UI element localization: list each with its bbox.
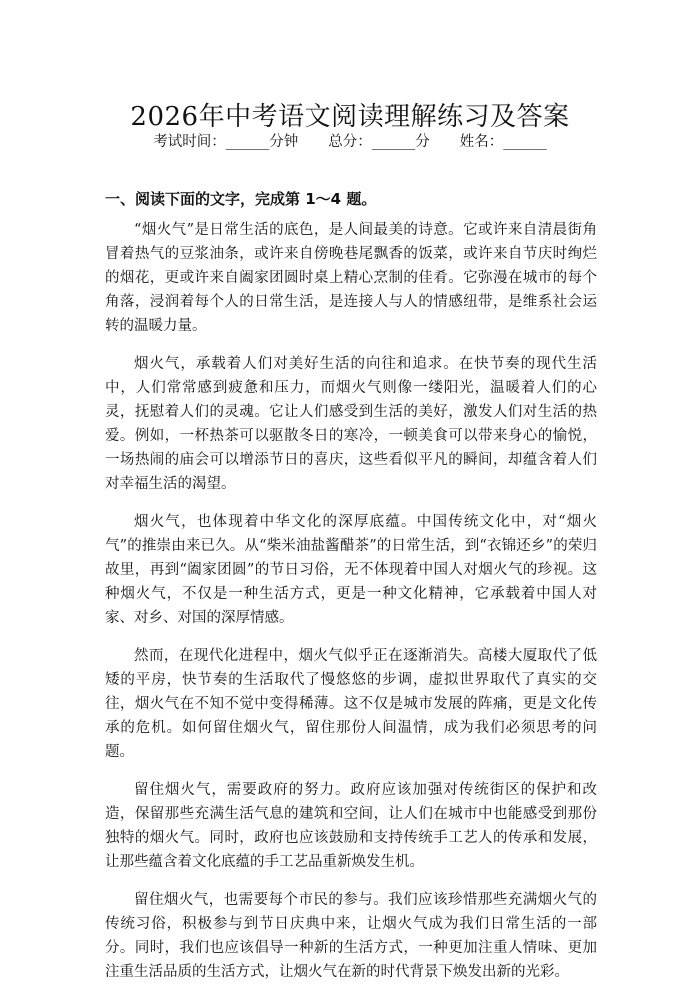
section-heading: 一、阅读下面的文字，完成第 1～4 题。 — [105, 190, 377, 208]
passage-paragraph-1: “烟火气”是日常生活的底色，是人间最美的诗意。它或许来自清晨街角冒着热气的豆浆油条，或许来自傍晚巷尾飘香的饭菜，或许来自节庆时绚烂的烟花，更或许来自阖家团圆时桌上精心烹制的佳肴。它弥漫在城市的每个角落，浸润着每个人的日常生活，是连接人与人的情感纽带，是维系社会运转的温暖力量。 — [105, 222, 597, 334]
page-title: 2026年中考语文阅读理解练习及答案 — [130, 102, 570, 133]
exam-time-field: 考试时间：______分钟 — [153, 134, 299, 150]
passage-paragraph-2: 烟火气，承载着人们对美好生活的向往和追求。在快节奏的现代生活中，人们常常感到疲惫和压力，而烟火气则像一缕阳光，温暖着人们的心灵，抚慰着人们的灵魂。它让人们感受到生活的美好，激发人们对生活的热爱。例如，一杯热茶可以驱散冬日的寒冷，一顿美食可以带来身心的愉悦，一场热闹的庙会可以增添节日的喜庆，这些看似平凡的瞬间，却蕴含着人们对幸福生活的渴望。 — [105, 356, 597, 492]
passage-paragraph-3: 烟火气，也体现着中华文化的深厚底蕴。中国传统文化中，对“烟火气”的推崇由来已久。从“柴米油盐酱醋茶”的日常生活，到“衣锦还乡”的荣归故里，再到“阖家团圆”的节日习俗，无不体现着中国人对烟火气的珍视。这种烟火气，不仅是一种生活方式，更是一种文化精神，它承载着中国人对家、对乡、对国的深厚情感。 — [105, 514, 597, 626]
passage-paragraph-6: 留住烟火气，也需要每个市民的参与。我们应该珍惜那些充满烟火气的传统习俗，积极参与到节日庆典中来，让烟火气成为我们日常生活的一部分。同时，我们也应该倡导一种新的生活方式，一种更加注重人情味、更加注重生活品质的生活方式，让烟火气在新的时代背景下焕发出新的光彩。 — [105, 892, 597, 980]
passage-paragraph-4: 然而，在现代化进程中，烟火气似乎正在逐渐消失。高楼大厦取代了低矮的平房，快节奏的生活取代了慢悠悠的步调，虚拟世界取代了真实的交往，烟火气在不知不觉中变得稀薄。这不仅是城市发展的阵痛，更是文化传承的危机。如何留住烟火气，留住那份人间温情，成为我们必须思考的问题。 — [105, 648, 597, 760]
total-score-field: 总分：______分 — [328, 134, 430, 150]
exam-info-line — [0, 131, 700, 153]
student-name-field: 姓名：______ — [459, 134, 547, 150]
passage-paragraph-5: 留住烟火气，需要政府的努力。政府应该加强对传统街区的保护和改造，保留那些充满生活气息的建筑和空间，让人们在城市中也能感受到那份独特的烟火气。同时，政府也应该鼓励和支持传统手工艺人的传承和发展，让那些蕴含着文化底蕴的手工艺品重新焕发生机。 — [105, 782, 597, 870]
reading-passage — [105, 218, 597, 998]
